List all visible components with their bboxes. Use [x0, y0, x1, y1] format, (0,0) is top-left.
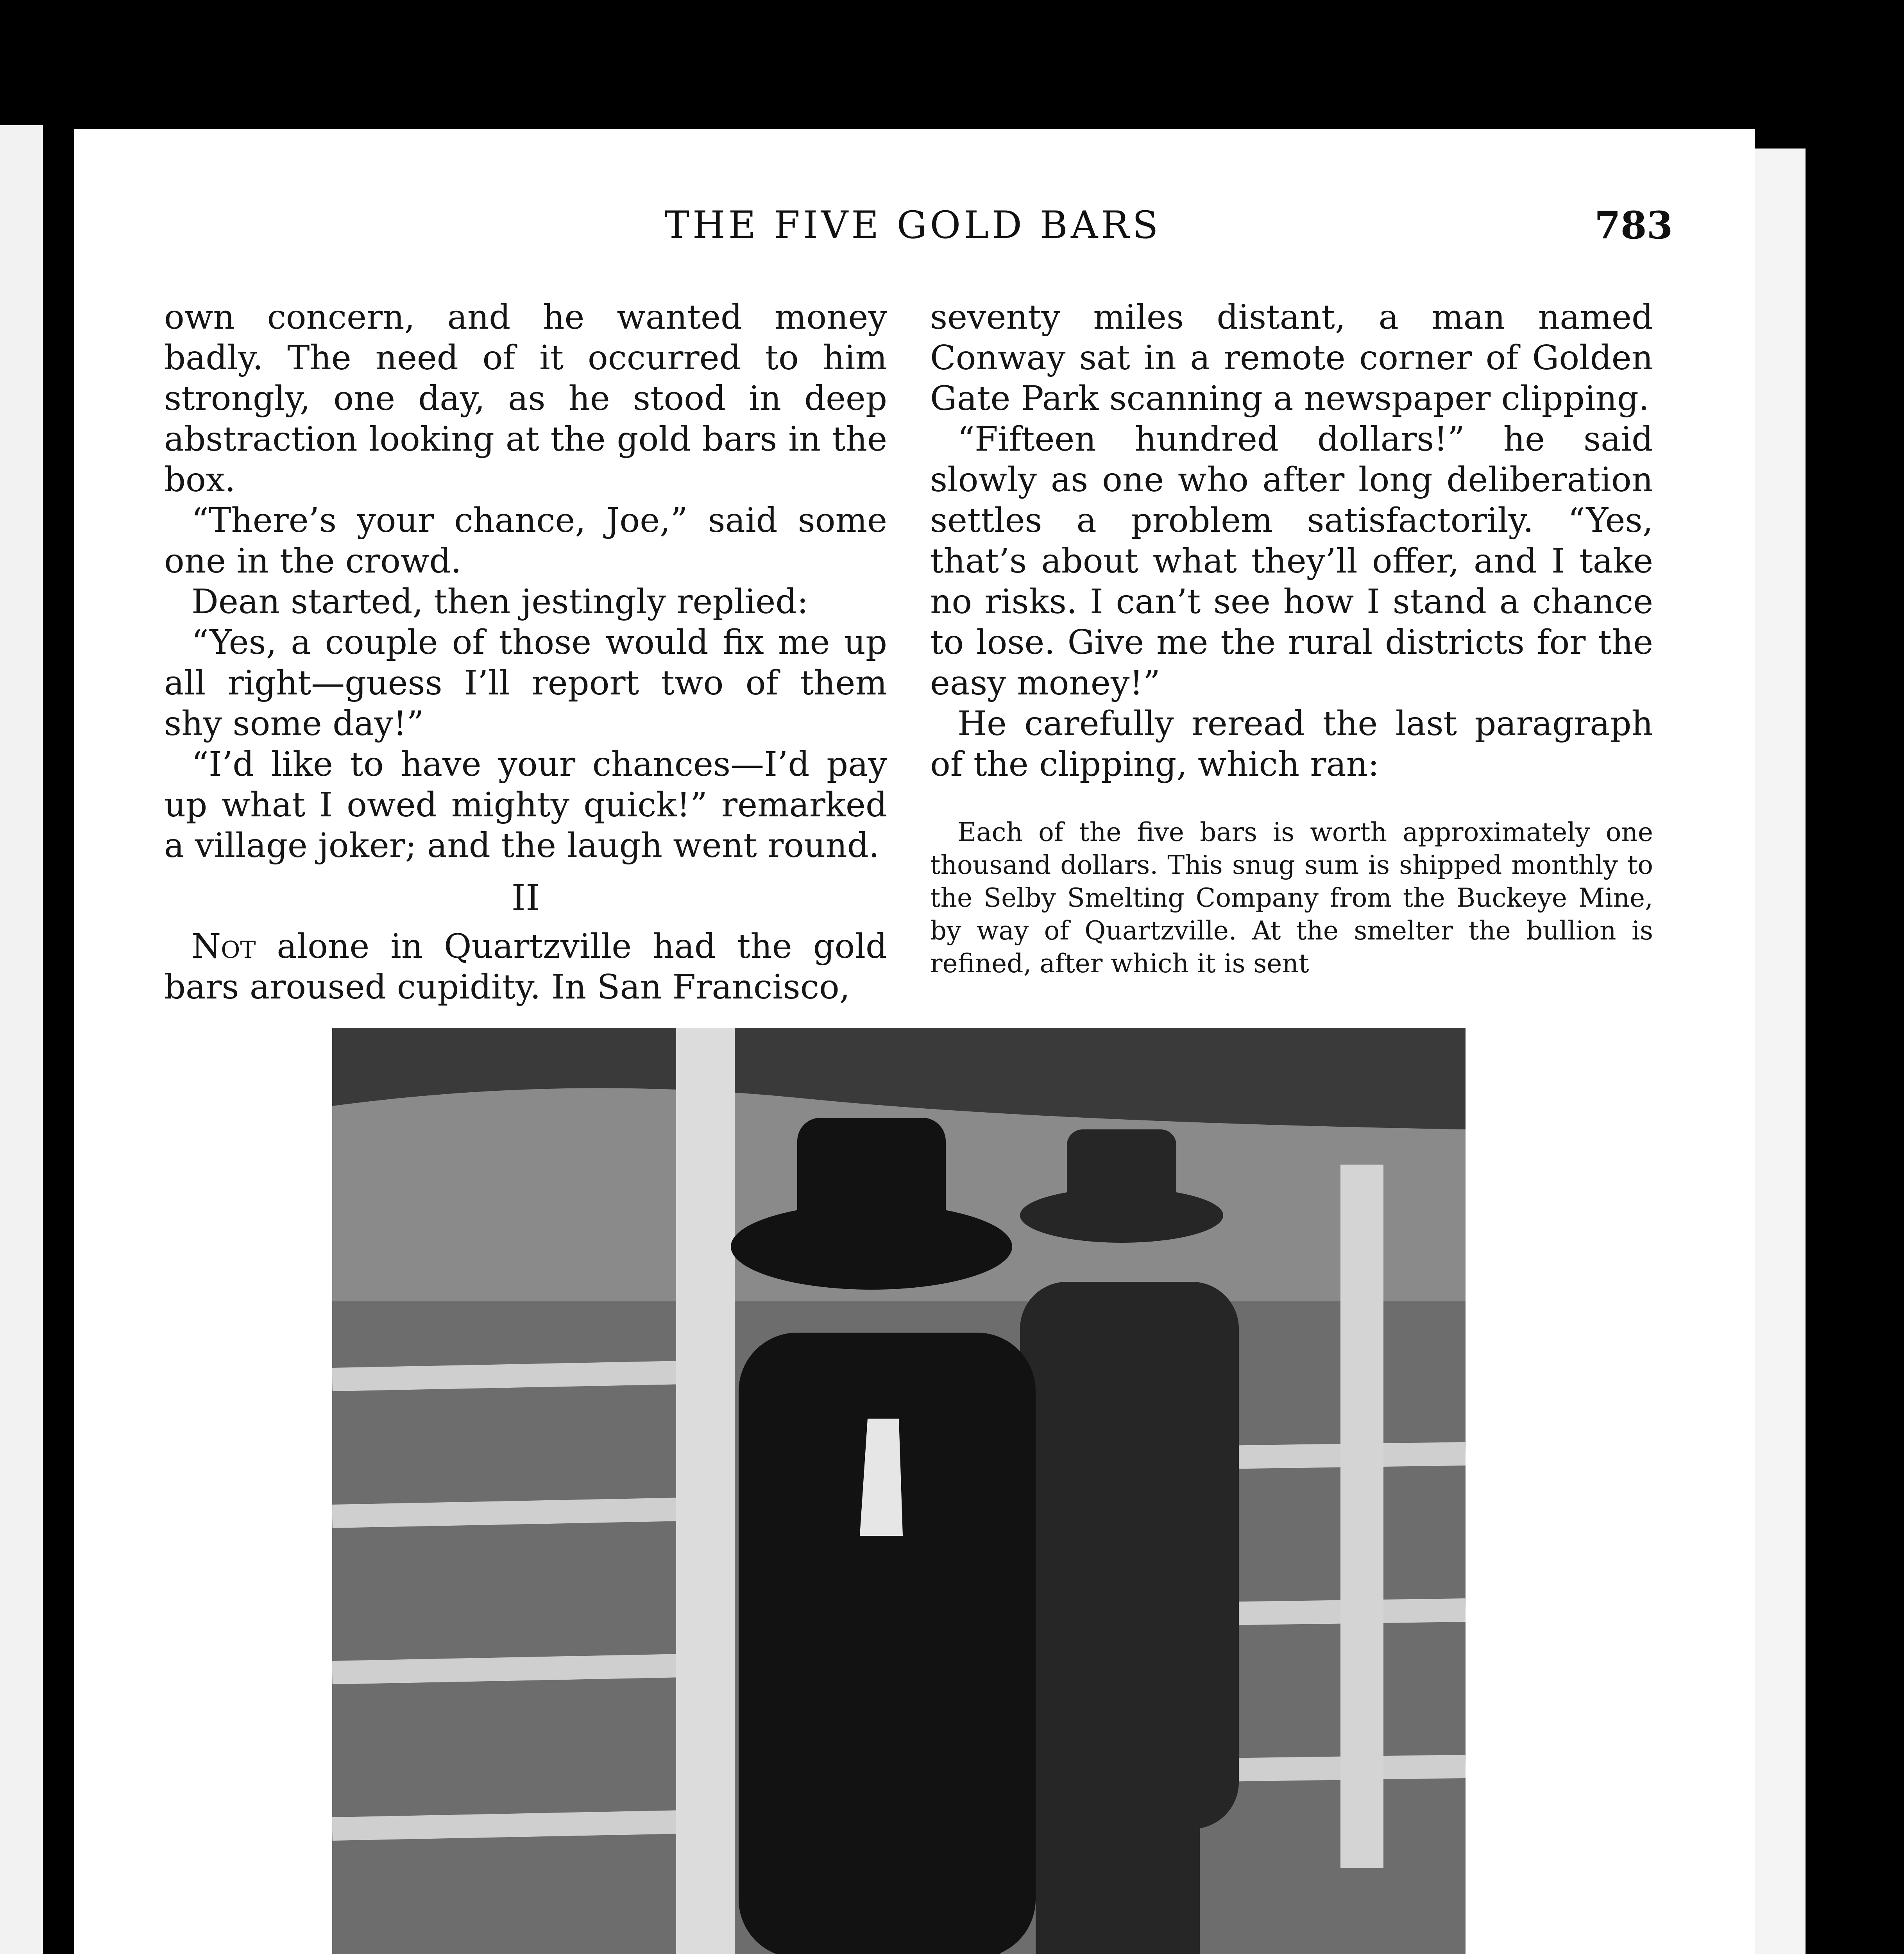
lead-in-word: Not	[191, 927, 256, 966]
paragraph: “I’d like to have your chances—I’d pay up what I owed mighty quick!” remarked a village joker; and the laugh went round.	[164, 745, 887, 865]
paragraph: Dean started, then jestingly replied:	[191, 582, 809, 621]
paragraph: seventy miles distant, a man named Conway sat in a remote corner of Golden Gate Park scanning a newspaper clipping.	[930, 298, 1653, 418]
fence-post	[676, 1028, 735, 1954]
illustration	[332, 1028, 1466, 1954]
adjacent-page-edge	[0, 125, 43, 1954]
fence-post	[1340, 1165, 1383, 1868]
newspaper-clipping: Each of the five bars is worth approximately one thousand dollars. This snug sum is shipped monthly to the Selby Smelting Company from the Buckeye Mine, by way of Quartzville. At the smelter the bullion is refined, after which it is sent	[930, 817, 1653, 979]
paragraph: “Yes, a couple of those would fix me up all right—guess I’ll report two of them shy some day!”	[164, 623, 887, 743]
illustration-drawing	[332, 1028, 1466, 1954]
paragraph: “Fifteen hundred dollars!” he said slowly as one who after long deliberation settles a problem satisfactorily. “Yes, that’s about what they’ll offer, and I take no risks. I can’t see how I stand a chance to lose. Give me the rural districts for the easy money!”	[930, 420, 1653, 703]
running-head: THE FIVE GOLD BARS	[664, 203, 1161, 247]
binding-edge	[1755, 149, 1806, 1954]
paragraph-text: alone in Quartzville had the gold bars aroused cupidity. In San Francisco,	[164, 927, 887, 1007]
section-number: II	[511, 877, 540, 919]
left-column	[164, 297, 887, 1007]
paragraph	[164, 926, 887, 1007]
paragraph: He carefully reread the last paragraph of the clipping, which ran:	[930, 704, 1653, 784]
right-column	[930, 297, 1653, 980]
page-number: 783	[1594, 203, 1673, 247]
paragraph: own concern, and he wanted money badly. The need of it occurred to him strongly, one day, as he stood in deep abstraction looking at the gold bars in the box.	[164, 298, 887, 499]
paragraph: “There’s your chance, Joe,” said some one in the crowd.	[164, 501, 887, 581]
